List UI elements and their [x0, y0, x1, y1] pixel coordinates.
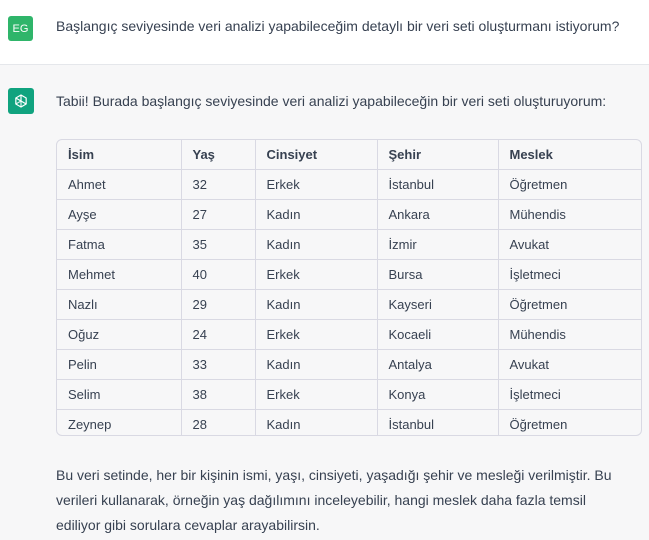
user-message-row: [0, 0, 649, 65]
table-cell-city: İstanbul: [377, 170, 498, 200]
column-header-profession: Meslek: [498, 140, 642, 170]
table-row: [57, 380, 642, 410]
table-cell-gender: Kadın: [255, 290, 377, 320]
column-header-city: Şehir: [377, 140, 498, 170]
table-cell-city: Antalya: [377, 350, 498, 380]
table-cell-profession: Öğretmen: [498, 290, 642, 320]
assistant-avatar: [8, 88, 34, 114]
table-row: [57, 320, 642, 350]
user-avatar: [8, 16, 33, 41]
table-row: [57, 230, 642, 260]
table-cell-name: Ahmet: [57, 170, 181, 200]
openai-logo-icon: [12, 92, 30, 110]
table-header-row: [57, 140, 642, 170]
table-cell-name: Mehmet: [57, 260, 181, 290]
table-cell-profession: Öğretmen: [509, 417, 568, 432]
table-cell-age: 40: [181, 260, 255, 290]
table-cell-city: Bursa: [377, 260, 498, 290]
table-cell-name: Nazlı: [57, 290, 181, 320]
table-cell-profession: Avukat: [498, 230, 642, 260]
table-cell-name: Zeynep: [57, 410, 181, 437]
column-header-gender: Cinsiyet: [255, 140, 377, 170]
table-cell-age: 29: [181, 290, 255, 320]
user-message-text: Başlangıç seviyesinde veri analizi yapabileceğim detaylı bir veri seti oluşturmanı istiyorum?: [56, 18, 620, 34]
table-cell-gender: Erkek: [255, 380, 377, 410]
table-cell-profession: Avukat: [498, 350, 642, 380]
table-row: [57, 410, 642, 437]
table-cell-profession: Mühendis: [498, 320, 642, 350]
user-avatar-initials: EG: [12, 22, 29, 35]
table-row: [57, 260, 642, 290]
table-cell-age: 35: [181, 230, 255, 260]
table-cell-name: Oğuz: [57, 320, 181, 350]
table-cell-city: Kocaeli: [377, 320, 498, 350]
table-cell-age: 27: [181, 200, 255, 230]
data-table: [56, 139, 642, 436]
table-cell-name: Fatma: [57, 230, 181, 260]
assistant-intro-text: Tabii! Burada başlangıç seviyesinde veri analizi yapabileceğin bir veri seti oluşturuyorum:: [56, 93, 607, 109]
table-cell-gender: Kadın: [255, 230, 377, 260]
table-cell-age: 28: [181, 410, 255, 437]
table-row: [57, 170, 642, 200]
table-cell-gender: Kadın: [255, 350, 377, 380]
table-cell-gender: Kadın: [255, 200, 377, 230]
table-cell-age: 38: [181, 380, 255, 410]
table-row: [57, 350, 642, 380]
table-cell-name: Selim: [57, 380, 181, 410]
table-cell-profession: İşletmeci: [498, 260, 642, 290]
table-cell-name: Pelin: [57, 350, 181, 380]
table-cell-gender: Erkek: [255, 260, 377, 290]
table-cell-city: Ankara: [377, 200, 498, 230]
table-cell-age: 32: [181, 170, 255, 200]
table-row: [57, 290, 642, 320]
table-cell-city: İzmir: [377, 230, 498, 260]
assistant-outro-text: Bu veri setinde, her bir kişinin ismi, yaşı, cinsiyeti, yaşadığı şehir ve mesleği verilmiştir. Bu verileri kullanarak, örneğin yaş dağılımını inceleyebilir, hangi meslek daha fazla temsil ediliyor gibi sorulara cevaplar arayabilirsin.: [56, 467, 612, 533]
table-cell-age: 24: [181, 320, 255, 350]
column-header-age: Yaş: [181, 140, 255, 170]
table-cell-gender: Erkek: [255, 320, 377, 350]
assistant-message-row: [0, 65, 649, 540]
table-cell-city: Kayseri: [377, 290, 498, 320]
table-cell-gender: Kadın: [255, 410, 377, 437]
table-cell-profession: Mühendis: [498, 200, 642, 230]
table-cell-gender: Erkek: [255, 170, 377, 200]
table-cell-profession: Öğretmen: [498, 170, 642, 200]
table-body: [57, 170, 642, 437]
column-header-name: İsim: [57, 140, 181, 170]
table-cell-city: Konya: [377, 380, 498, 410]
table-cell-city: İstanbul: [377, 410, 498, 437]
table-row: [57, 200, 642, 230]
table-cell-age: 33: [181, 350, 255, 380]
table-cell-profession: İşletmeci: [498, 380, 642, 410]
table-cell-name: Ayşe: [57, 200, 181, 230]
